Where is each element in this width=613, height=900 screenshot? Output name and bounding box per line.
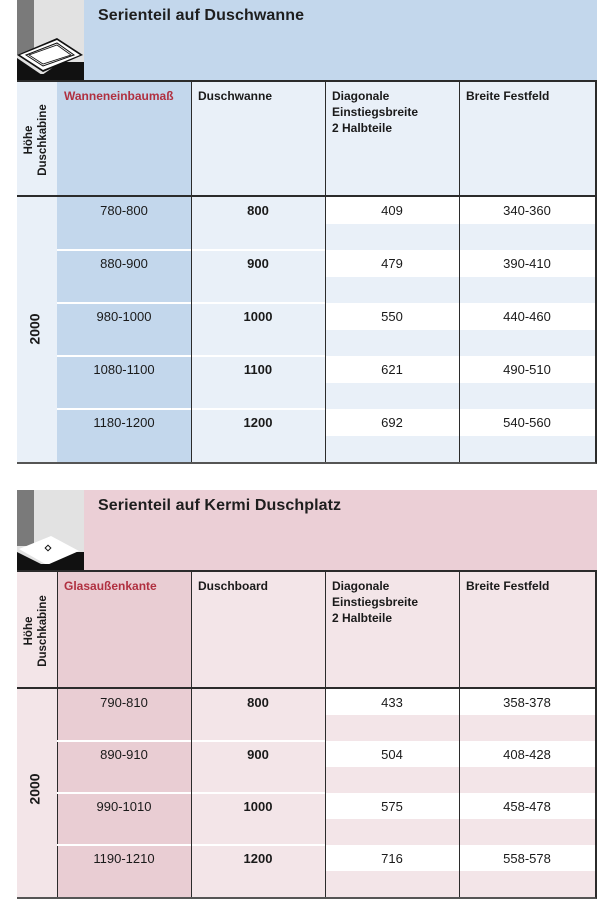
column-divider: [325, 197, 326, 462]
cell-tray-size: 1100: [243, 362, 273, 377]
column-header-wanneneinbaumass: Wanneneinbaumaß: [64, 89, 174, 103]
cell-diagonal: 550: [381, 309, 403, 324]
table-section-duschwanne: [17, 0, 597, 464]
cell-tray-size: 900: [247, 256, 269, 271]
shower-floor-drain-icon: [17, 490, 84, 570]
cell-fixed-width: 408-428: [503, 747, 551, 762]
cell-diagonal: 433: [381, 695, 403, 710]
column-header-duschwanne: Duschwanne: [198, 89, 273, 103]
cell-range: 980-1000: [96, 309, 152, 324]
cell-fixed-width: 390-410: [503, 256, 551, 271]
height-value: 2000: [26, 773, 43, 805]
cell-range: 880-900: [100, 256, 148, 271]
cell-range: 1080-1100: [93, 362, 155, 377]
column-divider: [191, 689, 192, 897]
cell-diagonal: 621: [381, 362, 403, 377]
section-title: Serienteil auf Kermi Duschplatz: [98, 497, 342, 514]
cell-fixed-width: 340-360: [503, 203, 551, 218]
side-header-hoehe-duschkabine: [22, 90, 52, 190]
cell-range: 890-910: [100, 747, 148, 762]
header-line: Einstiegsbreite: [332, 105, 419, 119]
cell-range: 990-1010: [96, 799, 152, 814]
side-header-line: Höhe: [23, 125, 35, 155]
cell-tray-size: 800: [247, 203, 269, 218]
cell-range: 1180-1200: [93, 415, 155, 430]
header-line: Einstiegsbreite: [332, 595, 419, 609]
table-body: [17, 687, 597, 899]
column-header-glasaussenkante: Glasaußenkante: [64, 579, 157, 593]
column-divider: [459, 689, 460, 897]
side-header-line: Duschkabine: [37, 104, 49, 176]
column-header-row: [17, 80, 597, 195]
cell-fixed-width: 490-510: [503, 362, 551, 377]
column-divider: [325, 689, 326, 897]
cell-diagonal: 479: [381, 256, 403, 271]
column-header-diagonale: [332, 578, 418, 626]
cell-range: 1190-1210: [93, 851, 155, 866]
cell-diagonal: 409: [381, 203, 403, 218]
column-header-row: [17, 570, 597, 687]
cell-diagonal: 504: [381, 747, 403, 762]
cell-fixed-width: 540-560: [503, 415, 551, 430]
column-header-breite-festfeld: Breite Festfeld: [466, 89, 550, 103]
cell-range: 780-800: [100, 203, 148, 218]
cell-diagonal: 692: [381, 415, 403, 430]
column-header-diagonale: [332, 88, 418, 136]
table-body: [17, 195, 597, 464]
column-divider: [191, 197, 192, 462]
cell-tray-size: 1200: [243, 415, 273, 430]
cell-fixed-width: 440-460: [503, 309, 551, 324]
column-header-duschboard: Duschboard: [198, 579, 269, 593]
cell-fixed-width: 458-478: [503, 799, 551, 814]
side-header-hoehe-duschkabine: [22, 581, 52, 681]
cell-tray-size: 1000: [243, 309, 273, 324]
side-header-line: Höhe: [23, 616, 35, 646]
cell-range: 790-810: [100, 695, 148, 710]
section-title: Serienteil auf Duschwanne: [98, 7, 305, 24]
cell-tray-size: 1200: [243, 851, 273, 866]
shower-tray-icon: [17, 0, 84, 80]
header-line: Diagonale: [332, 579, 390, 593]
side-header-line: Duschkabine: [37, 595, 49, 667]
cell-fixed-width: 358-378: [503, 695, 551, 710]
header-line: 2 Halbteile: [332, 611, 393, 625]
header-line: 2 Halbteile: [332, 121, 393, 135]
cell-diagonal: 716: [381, 851, 403, 866]
cell-diagonal: 575: [381, 799, 403, 814]
table-section-kermi-duschplatz: [17, 490, 597, 900]
column-header-breite-festfeld: Breite Festfeld: [466, 579, 550, 593]
column-divider: [459, 197, 460, 462]
cell-tray-size: 900: [247, 747, 269, 762]
cell-fixed-width: 558-578: [503, 851, 551, 866]
cell-tray-size: 1000: [243, 799, 273, 814]
cell-tray-size: 800: [247, 695, 269, 710]
height-value: 2000: [26, 313, 43, 345]
header-line: Diagonale: [332, 89, 390, 103]
